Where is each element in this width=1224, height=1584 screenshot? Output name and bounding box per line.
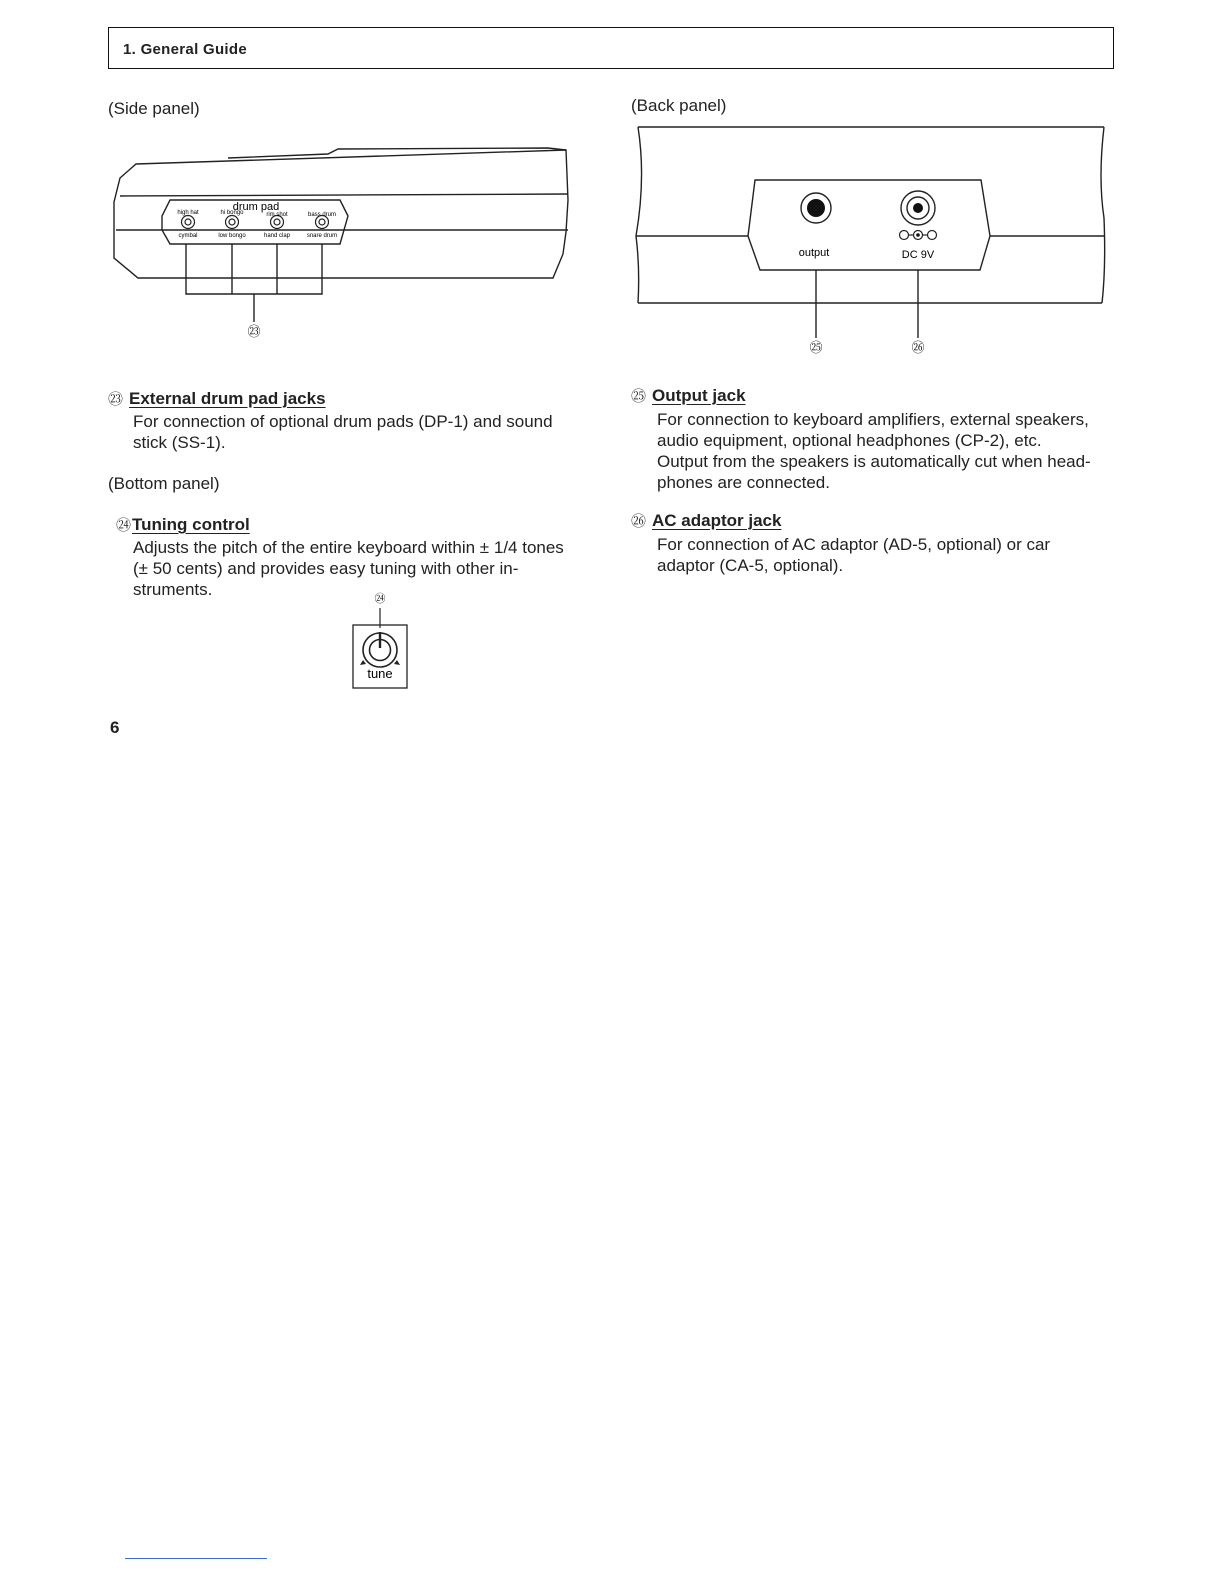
section-26-heading [631,510,781,531]
jack-label-cymbal: cymbal [178,233,198,239]
output-label: output [798,247,830,259]
section-23-title: External drum pad jacks [129,389,326,408]
dc-label: DC 9V [901,249,935,261]
section-26-title: AC adaptor jack [652,511,782,530]
jack-label-high-hat: high hat [177,210,199,216]
section-24-heading [116,514,250,535]
page-number: 6 [110,718,120,737]
section-24-number: ㉔ [116,517,132,534]
jack-label-bass-drum: bass drum [307,212,337,218]
section-25-line: phones are connected. [657,473,830,492]
section-25-heading [631,385,746,406]
callout-26: ㉖ [911,340,925,355]
section-25-line: Output from the speakers is automatically cut when head- [657,452,1091,471]
section-26-line: adaptor (CA-5, optional). [657,556,844,575]
jack-label-rim-shot: rim shot [266,212,288,218]
side-panel-caption: (Side panel) [108,99,200,118]
section-25-title: Output jack [652,386,746,405]
tune-label: tune [367,666,393,681]
jack-label-snare-drum: snare drum [306,233,338,239]
back-panel-diagram [630,118,1110,358]
tune-knob-diagram [345,588,415,692]
section-25-line: audio equipment, optional headphones (CP-2), etc. [657,431,1042,450]
section-23-line: For connection of optional drum pads (DP-1) and sound [133,412,553,431]
section-26-line: For connection of AC adaptor (AD-5, optional) or car [657,535,1051,554]
section-24-line: Adjusts the pitch of the entire keyboard within ± 1/4 tones [133,538,564,557]
section-25-line: For connection to keyboard amplifiers, external speakers, [657,410,1089,429]
section-title: 1. General Guide [123,41,248,58]
section-25-body [657,409,1117,493]
section-24-line: (± 50 cents) and provides easy tuning with other in- [133,559,519,578]
section-23-number: ㉓ [108,391,124,408]
section-23-body [133,411,588,453]
back-panel-caption: (Back panel) [631,96,727,115]
bottom-panel-caption: (Bottom panel) [108,474,220,493]
jack-label-hand-clap: hand clap [263,233,291,239]
section-24-line: struments. [133,580,213,599]
footer-rule [125,1558,267,1559]
section-26-body [657,534,1114,576]
section-26-number: ㉖ [631,513,647,530]
section-header [108,27,1114,69]
section-23-line: stick (SS-1). [133,433,226,452]
callout-24: ㉔ [374,593,386,605]
jack-label-low-bongo: low bongo [218,233,246,239]
jack-label-hi-bongo: hi bongo [220,210,244,216]
section-23-heading [108,388,326,409]
callout-25: ㉕ [809,340,823,355]
section-24-title: Tuning control [132,515,250,534]
callout-23: ㉓ [247,324,261,339]
section-25-number: ㉕ [631,388,647,405]
drum-pad-label: drum pad [232,201,280,213]
side-panel-diagram [108,140,578,350]
